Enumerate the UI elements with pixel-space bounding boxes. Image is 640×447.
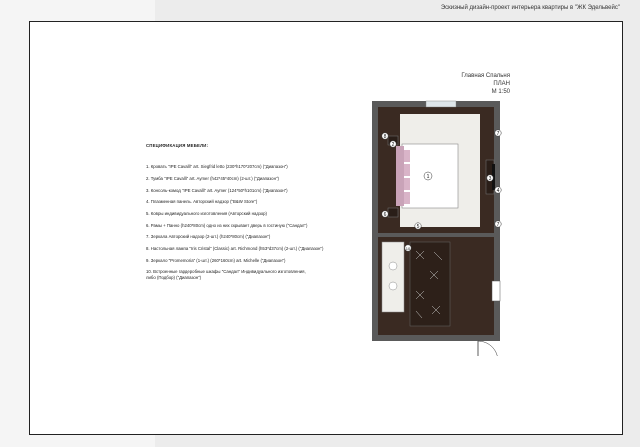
- project-header: Эскизный дизайн-проект интерьера квартиры в "ЖК Эдельвейс": [440, 5, 620, 11]
- label-mirror: 7: [496, 131, 500, 137]
- spec-item-3: 3. Консоль-комод "IPE Cavalli" art. Aymer (124*50*h101cm) ("Диапазон"): [146, 187, 288, 193]
- pillow: [404, 192, 410, 204]
- bathroom-fixture: [382, 242, 404, 312]
- window: [426, 101, 456, 107]
- scale-label: М 1:50: [491, 89, 510, 95]
- furniture-specification: [146, 143, 376, 286]
- spec-item-5: 5. Ковры индивидуального изготовления (Авторский надзор): [146, 211, 267, 217]
- spec-item-10-cont: либо (Подбор) ("Диапазон"): [146, 274, 202, 280]
- spec-item-9: 9. Зеркало "Promemoria" (1-шт.) (260*160cm) art. Michelle ("Диапазон"): [146, 257, 286, 263]
- spec-item-8: 8. Настольная лампа "Iris Cristal" (Classic) art. Richmond (h53*d37cm) (2-шт.) ("Диапазон"): [146, 246, 324, 252]
- wardrobe: [410, 242, 450, 326]
- pillow: [404, 178, 410, 190]
- label-rug: 5: [416, 224, 420, 230]
- spec-item-6: 6. Рамы + Панно (h240*80cm) одно из них скрывает дверь в гостиную ("Сандал"): [146, 222, 308, 228]
- door-swing: [478, 341, 498, 356]
- door-side: [492, 281, 500, 301]
- label-bed: 1: [426, 174, 430, 180]
- plan-label: ПЛАН: [493, 81, 510, 87]
- label-wardrobe: 10: [405, 246, 411, 251]
- sink: [389, 282, 397, 290]
- sink: [389, 262, 397, 270]
- pillow: [404, 164, 410, 176]
- label-lamp: 8: [383, 134, 387, 140]
- floor-plan: [360, 96, 520, 356]
- bed-headboard: [396, 146, 404, 206]
- label-panel: 6: [383, 212, 387, 218]
- spec-item-1: 1. Кровать "IPE Cavalli" art. Siegfrid letto (230*h170*207cm) ("Диапазон"): [146, 164, 288, 170]
- label-console: 3: [488, 176, 492, 182]
- spec-item-4: 4. Плазменная панель. Авторский надзор ("B&W Store"): [146, 199, 258, 205]
- label-nightstand: 2: [391, 142, 395, 148]
- spec-item-2: 2. Тумба "IPE Cavalli" art. Aymer (h42*45*40cm) (2-шт.) ("Диапазон"): [146, 175, 279, 181]
- nightstand: [388, 208, 398, 217]
- spec-item-7: 7. Зеркала Авторский надзор (2-шт.) (h240*80cm) ("Диапазон"): [146, 234, 271, 240]
- label-mirror2: 7: [496, 222, 500, 228]
- plan-title-block: [440, 72, 510, 96]
- pillow: [404, 150, 410, 162]
- partition-wall: [378, 233, 494, 237]
- label-tv: 4: [496, 188, 500, 194]
- spec-item-10: 10. Встроенные гардеробные шкафы "Сандал" Индивидуального изготовления,: [146, 269, 306, 275]
- room-name: Главная Спальня: [461, 73, 510, 79]
- spec-heading: СПЕЦИФИКАЦИЯ МЕБЕЛИ:: [146, 143, 209, 148]
